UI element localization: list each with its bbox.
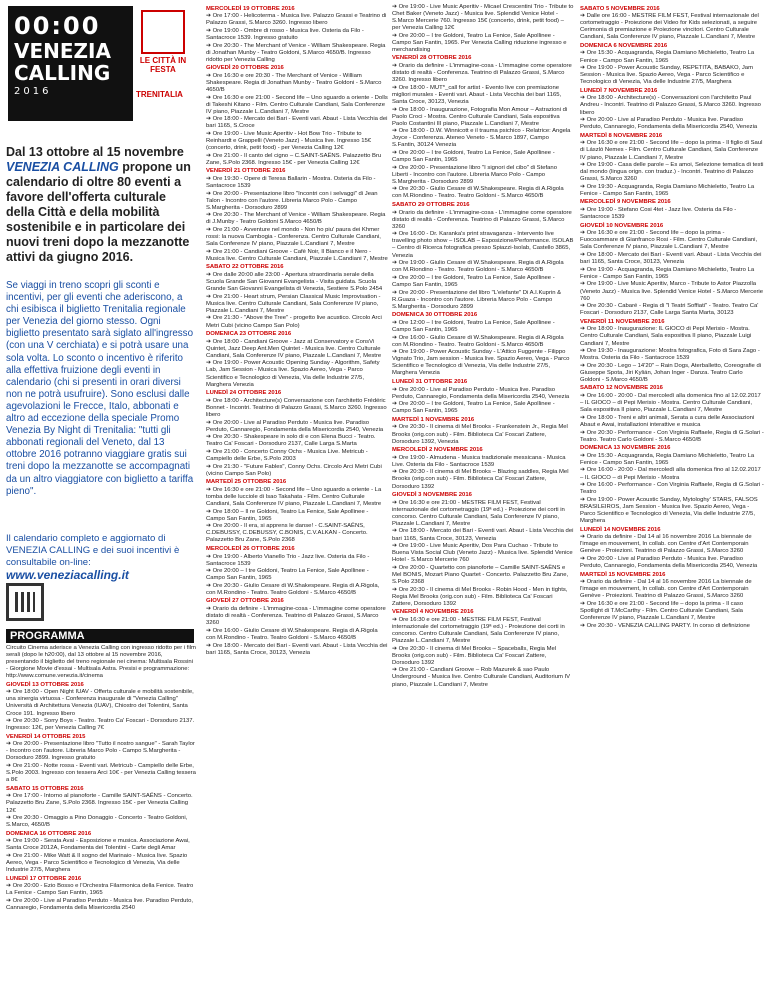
event-entry: ➔ Ore 18:00 - D.W. Winnicott e il trauma psichico - Relatrice: Angela Joyce - Conferenza. Ateneo Veneto - S.Marco 1897, Campo S.Fantin, 30124 Venezia xyxy=(392,128,571,149)
event-entry: ➔ Ore 20:00 - Live al Paradiso Perduto - Musica live. Paradiso Perduto, Cannaregio, Fondamenta della Misericordia 2540 xyxy=(6,898,193,912)
event-entry: ➔ Ore 20:30 - The Merchant of Venice - William Shakespeare. Regia di J.Munby - Teatro Goldoni S.Marco 4650/B xyxy=(206,212,386,226)
event-date-heading: LUNEDÌ 31 OTTOBRE 2016 xyxy=(392,378,468,385)
event-entry: ➔ Ore 16:30 e ore 21:00 - Second life – dopo la prima - Il caso Spotlight di T.McCarthy - Film. Centro Culturale Candiani, Sala Conferenze IV piano, Piazzale L.Candiani 7, Mestre xyxy=(580,600,744,621)
event-entry: ➔ Ore 20:00 - Presentazione del libro "L'elefante" Di A.I.Kuprin & R.Guaza - Incontro con l'autore. Libreria Marco Polo - Campo S.Margherita - Dorsoduro 2899 xyxy=(392,289,562,310)
event-entry: ➔ Ore 21:00 - Candiani Groove – Rob Mazurek & sao Paulo Underground - Musica live. Centro Culturale Candiani, Auditorium IV piano, Piazzale L.Candiani 7, Mestre xyxy=(392,667,571,688)
event-entry: ➔ Ore 16:00 - 20:00 - Dal mercoledì alla domenica fino al 12.02.2017 – IL GIOCO – di Pepi Merisio - Mostra xyxy=(580,467,761,481)
event-date-heading: MERCOLEDÌ 26 OTTOBRE 2016 xyxy=(206,545,295,552)
qr-code-row xyxy=(6,583,194,625)
event-entry: ➔ Ore 18:00 - Inaugurazione: IL GIOCO di Pepi Merisio - Mostra. Centro Culturale Candiani, Sala espositiva II piano, Piazzale Luigi Candiani 7, Mestre xyxy=(580,326,752,347)
event-entry: ➔ Ore 17:00 - Helicoterma - Musica live. Palazzo Grassi e Teatrino di Palazzo Grassi, S.Marco 3260. Ingresso libero xyxy=(206,13,387,27)
event-date-heading: DOMENICA 16 OTTOBRE 2016 xyxy=(6,830,92,837)
event-entry: ➔ Orario da definire - L'immagine-cosa - L'immagine come operatore distato di realtà - Conferenza. Teatrino di Palazzo Grassi, S.Marco 3260 xyxy=(206,606,386,627)
event-entry: ➔ Ore 21:30 - "Future Fables", Conny Ochs. Circolo Arci Metri Cubi (vicino Campo San Polo) xyxy=(206,463,382,477)
event-entry: ➔ Ore 20:30 - Performance - Con Virginia Raffaele, Regia di G.Solari - Teatro. Teatro Carlo Goldoni - S.Marco 4650/B xyxy=(580,429,764,443)
event-date-heading: LUNEDÌ 14 NOVEMBRE 2016 xyxy=(580,526,661,533)
intro-column xyxy=(0,0,198,994)
event-entry: ➔ Ore 20:00 - Live al Paradiso Perduto - Musica live. Paradiso Perduto, Cannaregio, Fondamenta della Misericordia 2540, Venezia xyxy=(392,386,570,400)
event-date-heading: GIOVEDÌ 10 NOVEMBRE 2016 xyxy=(580,222,664,229)
program-column-1 xyxy=(206,4,388,992)
event-date-heading: VENERDÌ 28 OTTOBRE 2016 xyxy=(392,55,472,62)
event-entry: ➔ Ore 19:00 - Alberto Vianello Trio - Jazz live. Osteria da Filo - Santacroce 1539 xyxy=(206,553,370,567)
event-entry: ➔ Ore 21:00 - Candiani Groove - Cafè Noir, Il Bianco e il Nero - Musica live. Centro Culturale Candiani, Piazzale L.Candiani 7, Mestre xyxy=(206,248,388,262)
event-date-heading: MARTEDÌ 15 NOVEMBRE 2016 xyxy=(580,571,666,578)
event-date-heading: MARTEDÌ 25 OTTOBRE 2016 xyxy=(206,479,287,486)
event-entry: ➔ Ore 20:00 - Presentazione libro "Incontri con i selvaggi" di Jean Talon - Incontro con l'autore. Libreria Marco Polo - Campo S.Margherita - Dorsoduro 2899 xyxy=(206,190,378,211)
event-date-heading: SABATO 29 OTTOBRE 2016 xyxy=(392,202,470,209)
event-entry: ➔ Ore 21:30 - "Above the Tree" - progetto live acustico. Circolo Arci Metri Cubi (vicino Campo San Polo) xyxy=(206,315,382,329)
event-date-heading: SABATO 12 NOVEMBRE 2016 xyxy=(580,385,663,392)
event-entry: ➔ Ore 19:00 - Power Acoustic Sunday - L'Attico Fuggente - Filippo Vignato Trio, Jam session - Musica live. Spazio Aereo, Vega - Parco Scientifico e Tecnologico di Venezia, Via delle Industrie 27/5, Marghera Venezia xyxy=(392,349,570,377)
event-entry: ➔ Ore 19:00 - Live Music Aperitiv - Micael Crescentini Trio - Tribute to Chet Baker (Veneto Jazz) - Musica live. Splendid Venice Hotel - S.Marco Mercerie 760. Ingresso 15€ (concerto, drink, petit food) – per Venezia Calling 12€ xyxy=(392,4,574,32)
event-entry: ➔ Ore 20:30 - Giulio Cesare di W.Shakespeare. Regia di A.Rigola con M.Riondino - Teatro. Teatro Goldoni - S.Marco 4650/B xyxy=(392,186,564,200)
headline-part-b: propone un calendario di oltre 80 eventi a favore dell'offerta culturale della Città e della mobilità sostenibile e in particolare dei nuovi treni dopo la mezzanotte attivi da giugno 2016. xyxy=(6,160,191,264)
event-entry: ➔ Ore 21:00 - Il canto del cigno – C.SAINT-SAËNS. Palazzetto Bru Zane, S.Polo 2368. Ingresso 15€ - per Venezia Calling 12€ xyxy=(206,152,382,166)
logo-venezia: VENEZIA xyxy=(14,39,111,63)
event-entry: ➔ Ore 18:00 – Il re Goldoni, Teatro La Fenice, Sale Apollinee - Campo San Fantin, 1965 xyxy=(206,508,369,522)
venezia-calling-logo xyxy=(8,6,133,121)
event-entry: ➔ Ore 19:30 - Opere di Teresa Ballarin - Mostra. Osteria da Filo - Santacroce 1539 xyxy=(206,175,376,189)
event-entry: ➔ Ore 18:00 - Mercato dei Bari - Eventi vari. Abaut - Lista Vecchia dei bari 1165, Santa Croce, 30123, Venezia xyxy=(392,528,574,542)
event-entry: ➔ Ore 18:00 - Treni e altri animali, Serata a cura delle Associazioni Abaut e Awai, installazioni interattive e musica xyxy=(580,414,755,428)
event-entry: ➔ Ore 20:30 - Il cinema di Mel Brooks - Frankenstein Jr., Regia Mel Brooks (orig.con sub) - Film. Biblioteca Ca' Foscari Zattere, Dorsoduro 1392, Venezia xyxy=(392,424,568,445)
event-entry: ➔ Ore 20:30 - Lego – 14'20" – Rain Dogs, Aterballetto, Coreografie di Giuseppe Spota, Jiri Kylián, Johan Inger - Danza. Teatro Carlo Goldoni - S.Marco 4650/B xyxy=(580,362,762,383)
event-entry: ➔ Ore 20:30 - Omaggio a Pino Donaggio - Concerto - Teatro Goldoni, S.Marco, 4650/B xyxy=(6,815,188,829)
event-entry: ➔ Ore 20:00 – I tre Goldoni, Teatro La Fenice, Sale Apollinee - Campo San Fantin, 1965 xyxy=(392,274,555,288)
train-discount-text: Se viaggi in treno scopri gli sconti e incentivi, per gli eventi che aderiscono, a chi esibisca il biglietto Trenitalia regionale per Venezia del giorno stesso. Ogni biglietto presentato sarà siglato all'ingresso (con una V cerchiata) e si potrà usare una sola volta. Lo sconto o incentivo è riferito alla effettiva fruizione degli eventi in calendario (chi si presenti in orari diversi non ne potrà usufruire). Sono esclusi dalle agevolazioni le Frecce, Italo, abbonati e altro ad eccezione della speciale Promo Venezia By Night di Trenitalia: "tutti gli abbonati regionali del Veneto, dal 13 ottobre 2016 potranno viaggiare gratis sui treni dopo la mezzanotte se accompagnati da un altro viaggiatore con biglietto a tariffa pieno". xyxy=(6,280,194,497)
event-entry: ➔ Ore 20:30 - Sorry Boys - Teatro. Teatro Ca' Foscari - Dorsoduro 2137. Ingresso: 12€, per Venezia Calling 7€ xyxy=(6,718,195,732)
event-entry: ➔ Ore 19:00 - Serata Avaì - Esposizione e musica. Associazione Awai, Santa Croce 2012A, Fondamenta dei Tolentini - Carte degli Amar xyxy=(6,838,190,852)
qr-code-icon[interactable] xyxy=(6,583,44,621)
event-entry: ➔ Ore 20:00 – I tre Goldoni, Teatro La Fenice, Sale Apollinee - Campo San Fantin, 1965 xyxy=(392,401,555,415)
event-entry: ➔ Ore 20:30 - Il cinema di Mel Brooks – Blazing saddles, Regia Mel Brooks (orig.con sub) - Film. Biblioteca Ca' Foscari Zattere, Dorsoduro 1392 xyxy=(392,469,569,490)
event-entry: ➔ Ore 20:30 - The Merchant of Venice - William Shakespeare. Regia di Jonathan Munby - Teatro Goldoni, S.Marco 4650/B. Ingresso ridotto per Venezia Calling xyxy=(206,42,386,63)
citta-logo-text: LE CITTÀ IN FESTA xyxy=(139,56,187,74)
event-entry: ➔ Ore 20:00 – I tre Goldoni, Teatro La Fenice, Sale Apollinee - Campo San Fantin, 1965 xyxy=(392,150,555,164)
event-entry: ➔ Ore 20:00 - Quartetto con pianoforte – Camille SAINT-SAËNS e Mel BONIS, Mozart Piano Quartet - Concerto. Palazzetto Bru Zane, S.Polo 2368 xyxy=(392,564,569,585)
event-date-heading: GIOVEDÌ 13 OTTOBRE 2016 xyxy=(6,681,84,688)
event-entry: ➔ Ore 19:00 - Live Music Aperitiv - Hot Bow Trio - Tribute to Reinhardt e Grappelli (Veneto Jazz) - Musica live. Ingresso 15€ (concerto, drink, petit food) - per Venezia Calling 12€ xyxy=(206,130,372,152)
event-entry: ➔ Ore 16:00 - Giulio Cesare di W.Shakespeare. Regia di A.Rigola con M.Riondino - Teatro. Teatro Goldoni - S.Marco 4650/B xyxy=(392,334,564,348)
event-date-heading: GIOVEDÌ 27 OTTOBRE 2016 xyxy=(206,598,284,605)
event-entry: ➔ Ore 18:00 - Candiani Groove - Jazz at Conservatory e ConsVi Quintet, Jazz Deep Ant.Men Quintet - Musica live. Centro Culturale Candiani, Sala Conferenze IV piano, Piazzale L.Candiani 7, Mestre xyxy=(206,338,382,359)
event-entry: ➔ Ore 18:00 - Mercato dei Bari - Eventi vari. Abaut - Lista Vecchia dei bari 1165, Santa Croce, 30123, Venezia xyxy=(580,252,762,266)
event-date-heading: GIOVEDÌ 3 NOVEMBRE 2016 xyxy=(392,492,472,499)
event-date-heading: MERCOLEDÌ 2 NOVEMBRE 2016 xyxy=(392,447,483,454)
event-entry: ➔ Ore 21:00 - Heart strum, Persian Classical Music Improvisation - Musica live. Centro Culturale Candiani, Sala Conferenze IV piano, Piazzale L.Candiani 7, Mestre xyxy=(206,293,381,314)
event-date-heading: DOMENICA 6 NOVEMBRE 2016 xyxy=(580,42,668,49)
event-entry: ➔ Ore 20:30 - Il cinema di Mel Brooks – Spaceballs, Regia Mel Brooks (orig.con sub) - Film. Biblioteca Ca' Foscari Zattere, Dorsoduro 1392 xyxy=(392,645,557,666)
event-entry: ➔ Ore 20:30 - VENEZIA CALLING PARTY. In corso di definizione xyxy=(580,622,750,629)
event-entry: ➔ Ore 19:00 - Live Music Aperitiv, Dos Para Cuchao - Tribute to Buena Vista Social Club (Veneto Jazz) - Musica live. Splendid Venice Hotel - S.Marco Mercerie 760 xyxy=(392,543,573,564)
event-entry: ➔ Ore 21:00 - Avventure nel mondo - Non ho piu' paura dei Khmer rossi: la nuova Cambogia - Conferenza. Centro Culturale Candiani, Sala Conferenze IV piano, Piazzale L.Candiani 7, Mestre xyxy=(206,227,381,248)
event-entry: ➔ Ore 21:00 - Notte rossa - Eventi vari. Metricub - Campiello delle Erbe, S.Polo 2003. Ingresso con tessera Arci 10€ - per Venezia Calling tessera a 8€ xyxy=(6,763,196,784)
event-entry: ➔ Ore 16:30 e ore 21:00 - MESTRE FILM FEST, Festival internazionale del cortometraggio (19ª ed.) - Proiezione dei corti in concorso. Centro Culturale Candiani, Sala Conferenze IV piano, Piazzale L.Candiani 7, Mestre xyxy=(392,616,565,645)
event-date-heading: LUNEDÌ 7 NOVEMBRE 2016 xyxy=(580,87,658,94)
event-entry: ➔ Ore 19:30 - Inaugurazione: Mostra fotografica, Foto di Sara Zago - Mostra. Osteria da Filo - Santacroce 1539 xyxy=(580,348,760,362)
event-date-heading: SABATO 5 NOVEMBRE 2016 xyxy=(580,5,660,12)
event-entry: ➔ Ore 19:00 - Power Acoustic Sunday, REPETITA, BABAKO, Jam Session - Musica live. Spazio Aereo, Vega - Parco Scientifico e Tecnologico di Venezia, Via delle Industrie 27/5, Marghera xyxy=(580,65,753,86)
event-entry: Circuito Cinema aderisce a Venezia Calling con ingresso ridotto per i film serali (dopo le h20:00), dal 13 ottobre al 15 novembre 2016, presentando il biglietto del treno regionale nei cinema: Multisala Rossini - Giorgione Movie d'essai - Multisala Astra. Presisi e programmazione: http://www.comune.venezia.it/cinema xyxy=(6,645,196,680)
event-entry: ➔ Ore 16:00 - 20:00 - Dal mercoledì alla domenica fino al 12.02.2017 – IL GIOCO – di Pepi Merisio - Mostra. Centro Culturale Candiani, Sala espositiva II piano, Piazzale L.Candiani 7, Mestre xyxy=(580,393,761,414)
event-entry: ➔ Ore 19:00 - Ombre di rosso - Musica live. Osteria da Filo - Santacroce 1539. Ingresso gratuito xyxy=(206,27,364,41)
event-entry: ➔ Ore 20:00 - Ezio Bosso e l'Orchestra Filarmonica della Fenice. Teatro La Fenice - Campo San Fantin, 1965 xyxy=(6,883,194,897)
event-entry: ➔ Ore 16:00 - Performance - Con Virginia Raffaele, Regia di G.Solari - Teatro xyxy=(580,482,764,496)
event-entry: ➔ Ore 20:00 - Il era, si apprens le danse! - C.SAINT-SAËNS, C.DEBUSSY, C.DEBUSSY, C.BONIS, C.V.ALKAN - Concerto. Palazzetto Bru Zane, S.Polo 2368 xyxy=(206,523,368,544)
event-entry: ➔ Ore dalle 20:00 alle 23:00 - Apertura straordinaria serale della Scuola Grande San Giovanni Evangelista - Visita guidata. Scuola Grande San Giovanni Evangelista di Venezia, Sestiere S.Polo 2454 xyxy=(206,272,383,293)
logo-year: 2016 xyxy=(14,86,52,97)
event-entry: ➔ Ore 20:00 - Presentazione libro "Tutto il nostro sangue" - Sarah Taylor - Incontro con l'autore. Libreria Marco Polo - Campo S.Margherita - Dorsoduro 2899. Ingresso gratuito xyxy=(6,741,195,762)
event-entry: ➔ Ore 20:30 - Cabaré - Regia di "I Teatri Soffiati" - Teatro. Teatro Ca' Foscari - Dorsoduro 2137, Calle Larga Santa Marta, 30123 xyxy=(580,303,759,317)
headline-emphasis: VENEZIA CALLING xyxy=(6,160,119,174)
event-date-heading: MARTEDÌ 1 NOVEMBRE 2016 xyxy=(392,416,475,423)
event-entry: ➔ Ore 18:00 - Inaugurazione, Fotografia Mon Amour – Astrazioni di Paolo Croci - Mostra. Centro Culturale Candiani, Sala espositiva Paolo Costantini III piano, Piazzale L.Candiani 7, Mestre xyxy=(392,106,568,127)
event-date-heading: MERCOLEDÌ 19 OTTOBRE 2016 xyxy=(206,5,295,12)
event-entry: ➔ Ore 19:00 - Almudena - Musica tradizionale messicana - Musica Live. Osteria da Filo - Santacroce 1539 xyxy=(392,454,566,468)
event-entry: ➔ Ore 19:00 - Casa delle parole – Es amoi, Selezione tematica di testi dal mondo (lingua orign. con traduz.) - Incontri. Teatrino di Palazzo Grassi, S.Marco 3260 xyxy=(580,162,764,183)
event-entry: ➔ Ore 19:00 - Acquagranda, Regia Damiano Michieletto, Teatro La Fenice - Campo San Fantin, 1965 xyxy=(580,266,755,280)
event-date-heading: DOMENICA 30 OTTOBRE 2016 xyxy=(392,312,478,319)
event-entry: ➔ Ore 19:00 - Power Acoustic Sunday, Mytologhy' STARS, FALSOS BRASILEIROS, Jam Session - Musica live. Spazio Aereo, Vega - Parco Scientifico e Tecnologico di Venezia, Via delle Industrie 27/5, Marghera xyxy=(580,496,758,524)
event-entry: ➔ Ore 18:00 - MUT*_call for artist - Evento live con premiazione migliori murales - Eventi vari. Abaut - Lista Vecchia dei bari 1165, Santa Croce, 30123, Venezia xyxy=(392,84,562,105)
event-entry: ➔ Ore 18:00 - Architecture(s) Conversazione con l'architetto Frédéric Bonnet - Incontri. Teatrino di Palazzo Grassi, S.Marco 3260. Ingresso libero xyxy=(206,397,387,418)
intro-headline xyxy=(6,145,194,265)
event-date-heading: MERCOLEDÌ 9 NOVEMBRE 2016 xyxy=(580,199,671,206)
event-entry: ➔ Ore 16:30 e ore 21:00 - Second life – dopo la prima - Fuocoammare di Gianfranco Rosi - Film. Centro Culturale Candiani, Sala Conferenze IV piano, Piazzale L.Candiani 7, Mestre xyxy=(580,230,758,251)
program-column-3 xyxy=(580,4,764,992)
event-entry: ➔ Ore 19:00 - Stefano Cosi 4tet - Jazz live. Osteria da Filo - Santacroce 1539 xyxy=(580,207,737,221)
event-date-heading: LUNEDÌ 24 OTTOBRE 2016 xyxy=(206,390,282,397)
event-entry: ➔ Ore 16:00 - Dr. Karanka's print stravaganza - Intervento live travelling photo show – ISOLAB – Esposizione/Performance. ISOLAB – Centro di Ricerca fotografica presso Spiazzi-Isolab, Castello 3865, Venezia xyxy=(392,231,574,259)
event-date-heading: SABATO 22 OTTOBRE 2016 xyxy=(206,264,284,271)
event-entry: ➔ Ore 20:00 - Presentazione libro "I signori del cibo" di Stefano Liberti - Incontro con l'autore. Libreria Marco Polo - Campo S.Margherita - Dorsoduro 2899 xyxy=(392,164,557,185)
event-entry: ➔ Ore 21:00 - Mike Watt & Il sogno del Marinaio - Musica live. Spazio Aereo, Vega - Parco Scientifico e Tecnologico di Venezia, Via delle Industrie 27/5, Marghera xyxy=(6,853,188,874)
citta-logo-icon xyxy=(141,10,185,54)
program-column-2 xyxy=(392,4,574,992)
event-entry: ➔ Ore 21:00 - Concerto Conny Ochs - Musica Live. Metricub - Campiello delle Erbe, S.Polo 2003 xyxy=(206,448,368,462)
event-date-heading: LUNEDÌ 17 OTTOBRE 2016 xyxy=(6,875,82,882)
event-entry: ➔ Ore 16:30 e ore 21:00 - Second life – dopo la prima - Il figlio di Saul di László Nemes - Film. Centro Culturale Candiani, Sala Conferenze IV piano, Piazzale L.Candiani 7, Mestre xyxy=(580,140,763,161)
event-entry: ➔ Ore 19:00 - Giulio Cesare di W.Shakespeare. Regia di A.Rigola con M.Riondino - Teatro. Teatro Goldoni - S.Marco 4650/B xyxy=(392,260,564,274)
event-entry: ➔ Ore 15:30 - Acquagranda, Regia Damiano Michieletto, Teatro La Fenice - Campo San Fantin, 1965 xyxy=(580,452,755,466)
event-entry: ➔ Ore 12:00 – I tre Goldoni, Teatro La Fenice, Sale Apollinee - Campo San Fantin, 1965 xyxy=(392,319,555,333)
event-date-heading: VENERDÌ 4 NOVEMBRE 2016 xyxy=(392,609,474,616)
event-entry: ➔ Ore 16:30 e ore 21:00 - MESTRE FILM FEST, Festival internazionale del cortometraggio (19ª ed.) - Proiezione dei corti in concorso. Centro Culturale Candiani, Sala Conferenze IV piano, Piazzale L.Candiani 7, Mestre xyxy=(392,499,565,527)
logo-time: 00:00 xyxy=(14,12,101,40)
event-entry: ➔ Ore 19:00 - Power Acoustic Opening Sunday - Algorithm, Safety Lab, Jam Session - Musica live. Spazio Aereo, Vega - Parco Scientifico e Tecnologico di Venezia, Via delle Industrie 27/5, Marghera Venezia xyxy=(206,360,380,388)
event-entry: ➔ Orario da definire - Dal 14 al 16 novembre 2016 La biennale de l'image en mouvement, In collab. con Centre d'Art Contemporain Genève - Proiezioni. Teatrino di Palazzo Grassi, S.Marco 3260 xyxy=(580,534,752,555)
event-entry: ➔ Orario da definire - L'immagine-cosa - L'immagine come operatore distato di realtà - Conferenza. Teatrino di Palazzo Grassi, S.Marco 3260. Ingresso libero xyxy=(392,63,572,84)
event-entry: ➔ Ore 20:00 - Live al Paradiso Perduto - Musica live. Paradiso Perduto, Cannaregio, Fondamenta della Misericordia 2540, Venezia xyxy=(206,419,384,433)
event-entry: ➔ Ore 18:00 - Mercato dei Bari - Eventi vari. Abaut - Lista Vecchia dei bari 1165, Santa Croce, 30123, Venezia xyxy=(206,642,388,656)
programma-banner: PROGRAMMA xyxy=(6,629,194,643)
event-entry: ➔ Ore 18:00 - Open Night IUAV - Offerta culturale e mobilità sostenibile, una sinergia virtuosa - Conferenza inaugurale di "Venezia Calling" Università di Architettura Venezia (IUAV), Chiostro dei Tolentini, Santa Croce 191. Ingresso libero xyxy=(6,689,194,717)
calendar-info-text: Il calendario completo e aggiornato di VENEZIA CALLING e dei suoi incentivi è consultabile on-line: xyxy=(6,533,180,568)
event-entry: ➔ Ore 16:30 e ore 21:00 - Second life – Uno sguardo a oriente - La tomba delle lucciole di Isao Takahata - Film. Centro Culturale Candiani, Sala Conferenze IV piano, Piazzale L.Candiani 7, Mestre xyxy=(206,486,382,507)
website-link[interactable]: www.veneziacalling.it xyxy=(6,568,129,583)
logo-calling: CALLING xyxy=(14,61,111,85)
event-entry: ➔ Ore 16:00 - Giulio Cesare di W.Shakespeare. Regia di A.Rigola con M.Rondino - Teatro. Teatro Goldoni - S.Marco 4650/B xyxy=(206,627,378,641)
event-entry: ➔ Ore 20:30 - Giulio Cesare di W.Shakespeare. Regia di A.Rigola, con M.Rondino - Teatro. Teatro Goldoni - S.Marco 4650/B xyxy=(206,582,380,596)
trenitalia-logo: TRENITALIA xyxy=(136,90,183,99)
event-date-heading: VENERDÌ 14 OTTOBRE 2015 xyxy=(6,733,86,740)
event-entry: ➔ Ore 19:30 - Acquagranda, Regia Damiano Michieletto, Teatro La Fenice - Campo San Fantin, 1965 xyxy=(580,183,755,197)
event-entry: ➔ Ore 18:00 - Architecture(s) - Conversazioni con l'architetto Paul Andreu - Incontri. Teatrino di Palazzo Grassi, S.Marco 3260. Ingresso libero xyxy=(580,95,761,116)
event-entry: ➔ Ore 18:00 - Mercato dei Bari - Eventi vari. Abaut - Lista Vecchia dei bari 1165, S.Croce xyxy=(206,116,388,130)
headline-part-a: Dal 13 ottobre al 15 novembre xyxy=(6,145,184,159)
event-entry: ➔ Ore 20:30 - Il cinema di Mel Brooks - Robin Hood - Men in tights, Regia Mel Brooks (orig.con sub) - Film. Biblioteca Ca' Foscari Zattere, Dorsoduro 1392 xyxy=(392,586,568,607)
event-date-heading: SABATO 15 OTTOBRE 2016 xyxy=(6,785,84,792)
event-date-heading: GIOVEDÌ 20 OTTOBRE 2016 xyxy=(206,65,284,72)
event-date-heading: VENERDÌ 21 OTTOBRE 2016 xyxy=(206,168,286,175)
event-entry: ➔ Ore 20:00 - Live al Paradiso Perduto - Musica live. Paradiso Perduto, Cannaregio, Fondamenta della Misericordia 2540, Venezia xyxy=(580,117,758,131)
event-entry: ➔ Ore 20:00 – I tre Goldoni, Teatro La Fenice, Sale Apollinee - Campo San Fantin, 1965 xyxy=(206,568,369,582)
event-date-heading: DOMENICA 13 NOVEMBRE 2016 xyxy=(580,445,671,452)
event-date-heading: MARTEDÌ 8 NOVEMBRE 2016 xyxy=(580,132,663,139)
event-date-heading: VENERDÌ 11 NOVEMBRE 2016 xyxy=(580,318,665,325)
event-entry: ➔ Orario da definire - L'immagine-cosa - L'immagine come operatore distato di realtà - Conferenza. Teatrino di Palazzo Grassi, S.Marco 3260 xyxy=(392,209,572,230)
event-entry: ➔ Ore 16:30 e ore 21:00 - Second life – Uno sguardo a oriente - Dolls di Takeshi Kitano - Film. Centro Culturale Candiani, Sala Conferenze IV piano, Piazzale L.Candiani 7, Mestre xyxy=(206,94,388,115)
event-entry: ➔ Ore 20:00 - Live al Paradiso Perduto - Musica live. Paradiso Perduto, Cannaregio, Fondamenta della Misericordia 2540, Venezia xyxy=(580,555,758,569)
event-entry: ➔ Ore 19:00 - Live Music Aperitiv, Marco - Tribute to Astor Piazzolla (Veneto Jazz) - Musica live. Splendid Venice Hotel - S.Marco Mercerie 760 xyxy=(580,281,764,302)
event-date-heading: DOMENICA 23 OTTOBRE 2016 xyxy=(206,331,292,338)
calendar-info xyxy=(6,533,194,582)
event-entry: ➔ Ore 20:00 – I tre Goldoni, Teatro La Fenice, Sale Apollinee - Campo San Fantin, 1965. Per Venezia Calling riduzione ingresso e merchandising xyxy=(392,32,567,53)
event-entry: ➔ Ore 15:30 - Acquagranda, Regia Damiano Michieletto, Teatro La Fenice - Campo San Fantin, 1965 xyxy=(580,50,755,64)
event-entry: ➔ Dalle ore 16:00 - MESTRE FILM FEST, Festival internazionale del cortometraggio - Proiezione dei Video for Kids selezionati, a seguire Cerimonia di premiazione e Proiezione vincitori. Centro Culturale Candiani, Sala Conferenze IV piano, Piazzale L.Candiani 7, Mestre xyxy=(580,13,759,41)
program-column-0 xyxy=(6,645,196,990)
event-entry: ➔ Ore 16:30 e ore 20:30 - The Merchant of Venice - William Shakespeare. Regia di Jonathan Munby - Teatro Goldoni - S.Marco 4650/B xyxy=(206,72,382,93)
event-entry: ➔ Orario da definire - Dal 14 al 16 novembre 2016 La biennale de l'image en mouvement, In collab. con Centre d'Art Contemporain Genève - Proiezioni. Teatrino di Palazzo Grassi, S.Marco 3260 xyxy=(580,579,752,600)
event-entry: ➔ Ore 17:00 - Intorno al pianoforte - Camille SAINT-SAËNS - Concerto. Palazzetto Bru Zane, S.Polo 2368. Ingresso 15€ - per Venezia Calling 12€ xyxy=(6,793,193,814)
citta-in-festa-logo xyxy=(138,10,188,74)
event-entry: ➔ Ore 20:30 - Shakespeare in solo di e con Elena Bucci - Teatro. Teatro Ca' Foscari - Dorsoduro 2137, Calle Larga S.Marta xyxy=(206,434,376,448)
